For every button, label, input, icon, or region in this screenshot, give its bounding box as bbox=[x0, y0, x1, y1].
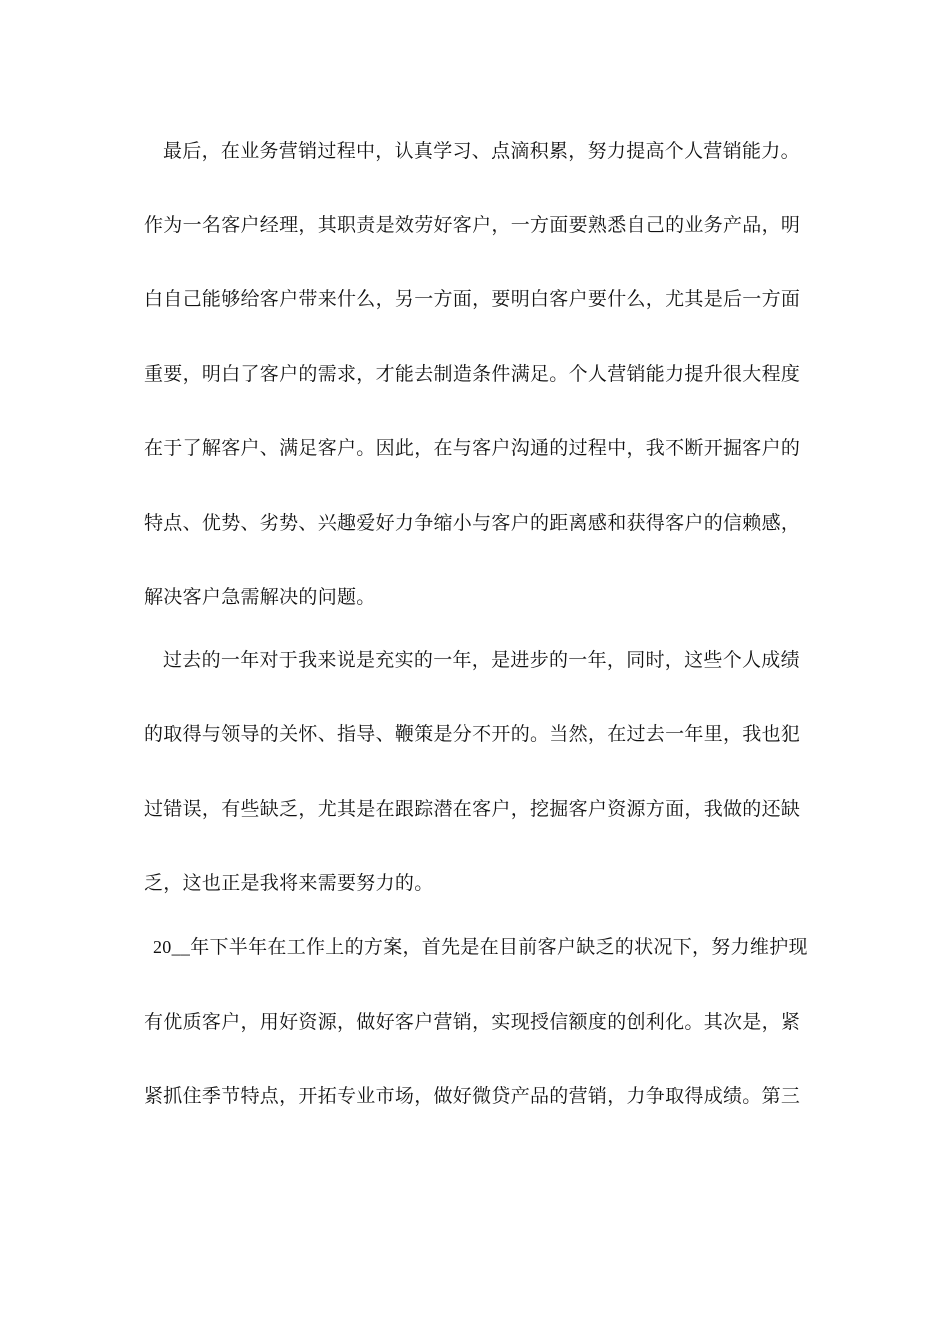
paragraph-line: 在于了解客户、满足客户。因此，在与客户沟通的过程中，我不断开掘客户的 bbox=[144, 437, 801, 459]
paragraph-line: 特点、优势、劣势、兴趣爱好力争缩小与客户的距离感和获得客户的信赖感， bbox=[144, 512, 801, 534]
paragraph-line: 乏，这也正是我将来需要努力的。 bbox=[144, 872, 434, 894]
paragraph-line: 的取得与领导的关怀、指导、鞭策是分不开的。当然，在过去一年里，我也犯 bbox=[144, 723, 801, 745]
paragraph-line: 过去的一年对于我来说是充实的一年，是进步的一年，同时，这些个人成绩 bbox=[163, 649, 800, 671]
paragraph-line: 重要，明白了客户的需求，才能去制造条件满足。个人营销能力提升很大程度 bbox=[144, 363, 801, 385]
paragraph-line-with-year bbox=[153, 935, 808, 959]
paragraph-line-text: 年下半年在工作上的方案，首先是在目前客户缺乏的状况下，努力维护现 bbox=[190, 936, 808, 958]
paragraph-line: 白自己能够给客户带来什么，另一方面，要明白客户要什么，尤其是后一方面 bbox=[144, 288, 801, 310]
paragraph-line: 过错误，有些缺乏，尤其是在跟踪潜在客户，挖掘客户资源方面，我做的还缺 bbox=[144, 798, 801, 820]
paragraph-line: 有优质客户，用好资源，做好客户营销，实现授信额度的创利化。其次是，紧 bbox=[144, 1011, 801, 1033]
year-prefix: 20__ bbox=[153, 937, 191, 957]
paragraph-line: 解决客户急需解决的问题。 bbox=[144, 586, 376, 608]
paragraph-line: 紧抓住季节特点，开拓专业市场，做好微贷产品的营销，力争取得成绩。第三 bbox=[144, 1085, 801, 1107]
paragraph-line: 最后，在业务营销过程中，认真学习、点滴积累，努力提高个人营销能力。 bbox=[163, 140, 800, 162]
paragraph-line: 作为一名客户经理，其职责是效劳好客户，一方面要熟悉自己的业务产品，明 bbox=[144, 214, 801, 236]
